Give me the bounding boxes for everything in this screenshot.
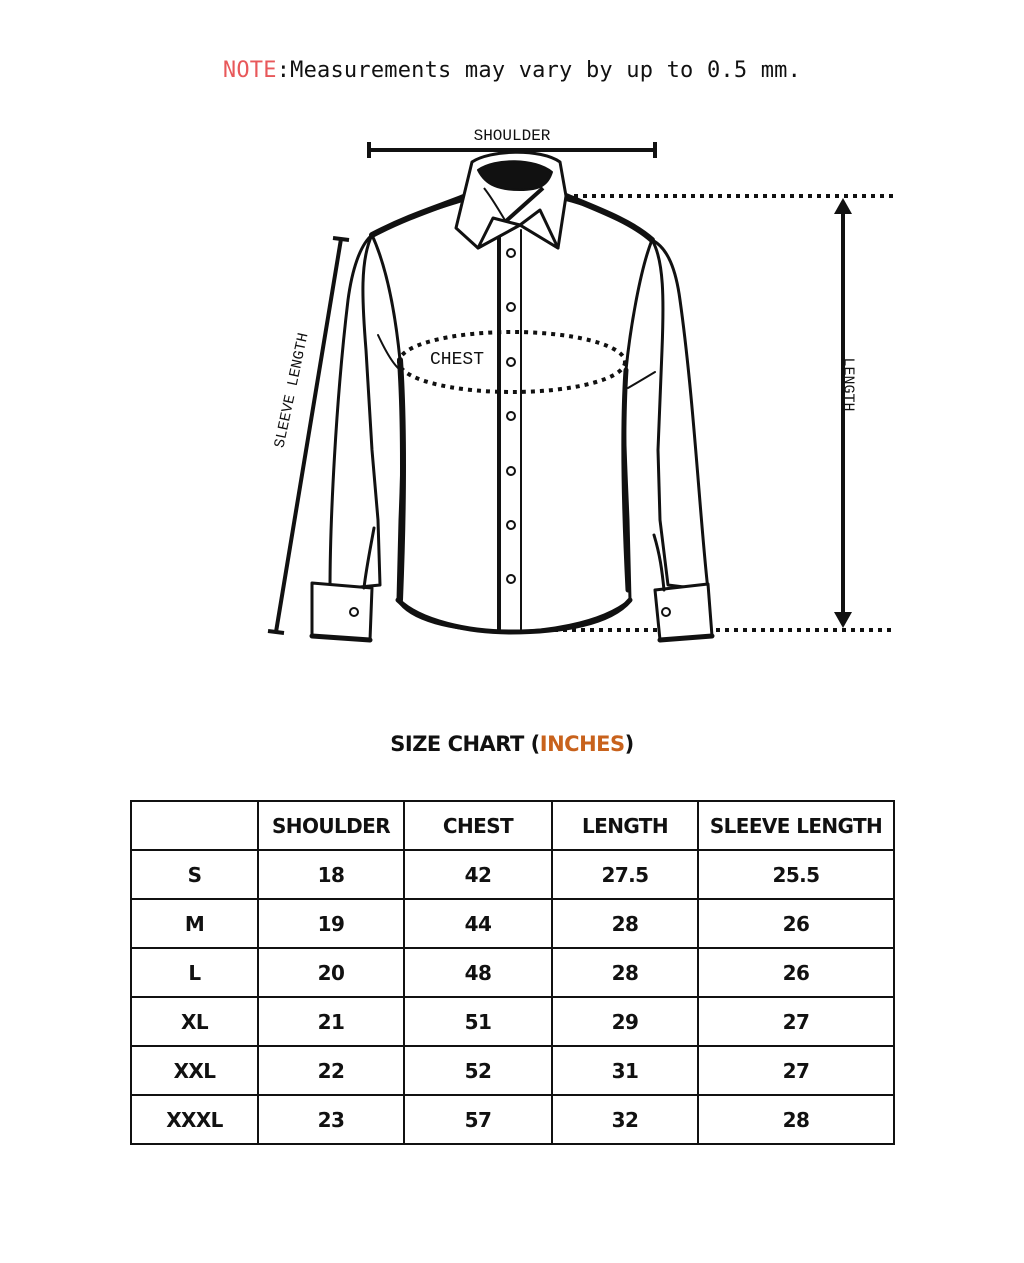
sleeve-length-cell: 25.5 [698,850,894,899]
size-chart-table [130,800,895,1145]
length-label: LENGTH [839,357,857,412]
shoulder-cell: 20 [258,948,404,997]
shoulder-cell: 23 [258,1095,404,1144]
chest-label: CHEST [430,350,485,370]
length-cell: 28 [552,948,698,997]
size-chart-title-text: SIZE CHART ( [390,732,540,756]
table-row [131,1095,894,1144]
size-cell: M [131,899,258,948]
table-row [131,850,894,899]
size-cell: S [131,850,258,899]
shoulder-cell: 19 [258,899,404,948]
sleeve-length-cell: 27 [698,997,894,1046]
length-cell: 28 [552,899,698,948]
sleeve-length-cell: 27 [698,1046,894,1095]
size-cell: XXL [131,1046,258,1095]
size-cell: XXXL [131,1095,258,1144]
header-cell-blank [131,801,258,850]
chest-cell: 48 [404,948,552,997]
size-chart-unit: INCHES [539,732,625,756]
shirt-measurement-diagram [0,110,1024,670]
note-label: NOTE [222,58,277,83]
note-text: :Measurements may vary by up to 0.5 mm. [276,58,802,83]
length-cell: 27.5 [552,850,698,899]
shoulder-label: SHOULDER [473,127,551,145]
chest-cell: 44 [404,899,552,948]
chest-cell: 42 [404,850,552,899]
size-chart-title-close: ) [624,732,634,756]
table-row [131,948,894,997]
chest-cell: 57 [404,1095,552,1144]
sleeve-length-label: SLEEVE LENGTH [271,331,313,450]
measurement-note [0,58,1024,83]
size-cell: L [131,948,258,997]
header-cell-chest: CHEST [404,801,552,850]
table-row [131,997,894,1046]
chest-cell: 52 [404,1046,552,1095]
chest-cell: 51 [404,997,552,1046]
table-header-row [131,801,894,850]
shoulder-cell: 21 [258,997,404,1046]
shoulder-cell: 18 [258,850,404,899]
table-row [131,899,894,948]
size-chart-title [0,732,1024,756]
shoulder-cell: 22 [258,1046,404,1095]
table-row [131,1046,894,1095]
length-cell: 32 [552,1095,698,1144]
shirt-icon [0,110,1024,670]
length-cell: 29 [552,997,698,1046]
header-cell-shoulder: SHOULDER [258,801,404,850]
sleeve-length-cell: 26 [698,899,894,948]
header-cell-sleeve-length: SLEEVE LENGTH [698,801,894,850]
sleeve-length-cell: 28 [698,1095,894,1144]
length-cell: 31 [552,1046,698,1095]
sleeve-length-cell: 26 [698,948,894,997]
header-cell-length: LENGTH [552,801,698,850]
size-cell: XL [131,997,258,1046]
